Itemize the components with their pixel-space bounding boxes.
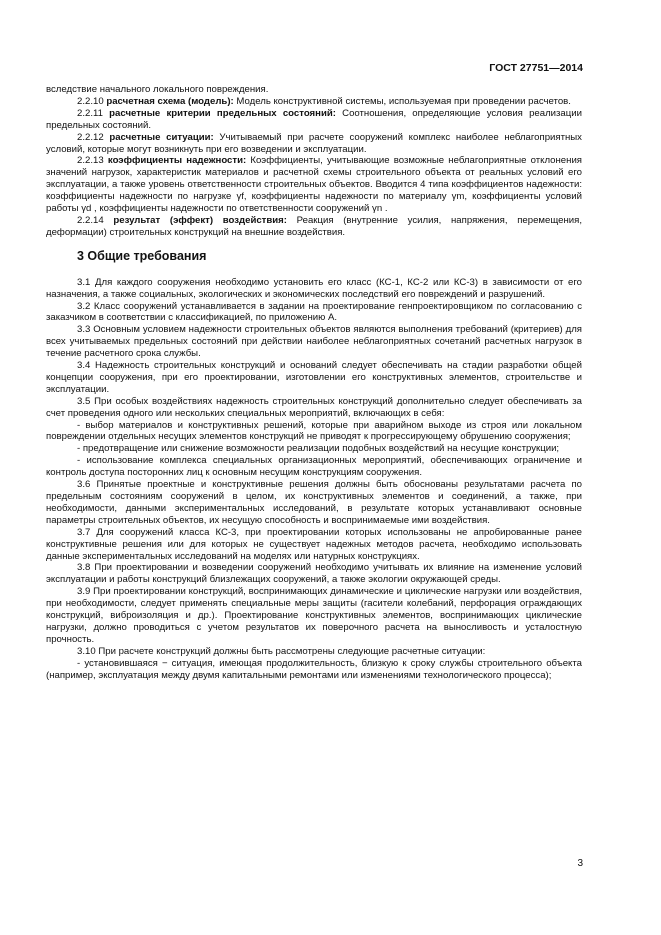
definition-term: расчетные критерии предельных состояний: (109, 107, 336, 119)
paragraph-3-4: 3.4 Надежность строительных конструкций и оснований следует обеспечивать на стадии разработки общей концепции сооружения, при его проектировании, изготовлении его конструктивных элементов, строительстве и эксплуатации. (46, 360, 582, 395)
list-item: - предотвращение или снижение возможности реализации подобных воздействий на несущие конструкции; (77, 443, 560, 455)
definition-2-2-12 (46, 132, 582, 156)
definition-number: 2.2.13 (77, 155, 104, 167)
list-item: - выбор материалов и конструктивных решений, которые при аварийном выходе из строя или локальном повреждении отдельных несущих элементов конструкций не приводят к прогрессирующему обрушению сооружения; (46, 419, 582, 443)
intro-line: вследствие начального локального повреждения. (46, 84, 269, 95)
section-title: 3 Общие требования (77, 248, 207, 263)
definition-number: 2.2.10 (77, 95, 104, 107)
paragraph-3-8: 3.8 При проектировании и возведении сооружений необходимо учитывать их влияние на изменение условий эксплуатации и работы конструкций близлежащих сооружений, а также экологии окружающей среды. (46, 562, 582, 586)
paragraph-3-3: 3.3 Основным условием надежности строительных объектов являются выполнения требований (критериев) для всех учитываемых предельных состояний при действии наиболее неблагоприятных сочетаний расчетных нагрузок в течение расчетного срока службы. (46, 324, 582, 360)
definition-text: Модель конструктивной системы, используемая при проведении расчетов. (233, 95, 571, 107)
paragraph-3-6: 3.6 Принятые проектные и конструктивные решения должны быть обоснованы результатами расчета по предельным состояниям сооружений в целом, их конструктивных элементов и соединений, а также, при необходимости, данными экспериментальных исследований, в результате которых устанавливают основные параметры строительных объектов, их несущую способность и воспринимаемые ими воздействия. (46, 479, 582, 526)
definition-2-2-14 (46, 215, 582, 239)
definition-number: 2.2.14 (77, 214, 104, 226)
paragraph-3-9: 3.9 При проектировании конструкций, воспринимающих динамические и циклические нагрузки или воздействия, при необходимости, следует применять специальные меры защиты (гасители колебаний, перфорация ограждающих конструкций, виброизоляция и др.). Проектирование конструктивных элементов, воспринимающих циклические нагрузки, должно проводиться с учетом результатов их поверочного расчета на выносливость и усталостную прочность. (46, 586, 582, 645)
definition-text: Учитываемый при расчете сооружений комплекс наиболее неблагоприятных условий, которые могут возникнуть при его возведении и эксплуатации. (46, 131, 582, 155)
paragraph-3-10: 3.10 При расчете конструкций должны быть рассмотрены следующие расчетные ситуации: (77, 645, 486, 657)
paragraph-3-2: 3.2 Класс сооружений устанавливается в задании на проектирование генпроектировщиком по согласованию с заказчиком в соответствии с классификацией, по приложению А. (46, 300, 582, 324)
definition-number: 2.2.11 (77, 107, 103, 119)
page-body (46, 84, 582, 682)
definition-2-2-11 (46, 108, 582, 132)
paragraph-3-5: 3.5 При особых воздействиях надежность строительных конструкций дополнительно следует обеспечивать за счет проведения одного или нескольких специальных мероприятий, включающих в себя: (46, 395, 582, 419)
definition-2-2-10 (46, 96, 582, 108)
page-number: 3 (577, 858, 583, 869)
definition-text: Реакция (внутренние усилия, напряжения, перемещения, деформации) строительных конструкций на внешние воздействия. (46, 214, 582, 238)
definition-text: Коэффициенты, учитывающие возможные неблагоприятные отклонения значений нагрузок, характеристик материалов и расчетной схемы строительного объекта от реальных условий его эксплуатации, а также уровень ответственности строительных объектов. Вводится 4 типа коэффициентов надежности: коэффициенты надежности по нагрузке γf, коэффициенты надежности по материалу γm, коэффициенты условий работы γd , коэффициенты надежности по ответственности сооружений γn . (46, 155, 582, 215)
definition-term: коэффициенты надежности: (107, 155, 247, 167)
definition-term: расчетная схема (модель): (106, 95, 234, 107)
definition-text: Соотношения, определяющие условия реализации предельных состояний. (46, 107, 582, 131)
paragraph-3-7: 3.7 Для сооружений класса КС-3, при проектировании которых использованы не апробированные ранее конструктивные решения или для которых не существует надежных методов расчета, необходимо использовать данные экспериментальных исследований на моделях или натурных конструкциях. (46, 526, 582, 562)
definition-term: результат (эффект) воздействия: (113, 214, 287, 226)
list-item: - использование комплекса специальных организационных мероприятий, обеспечивающих ограничение и контроль доступа посторонних лиц к основным несущим конструкциям сооружения. (46, 455, 582, 479)
document-code: ГОСТ 27751—2014 (489, 62, 583, 74)
definition-term: расчетные ситуации: (109, 131, 214, 143)
definition-number: 2.2.12 (77, 131, 104, 143)
definition-2-2-13 (46, 155, 582, 215)
list-item: - установившаяся − ситуация, имеющая продолжительность, близкую к сроку службы строительного объекта (например, эксплуатация между двумя капитальными ремонтами или изменениями технологического процесса); (46, 657, 582, 681)
paragraph-3-1: 3.1 Для каждого сооружения необходимо установить его класс (КС-1, КС-2 или КС-3) в зависимости от его назначения, а также социальных, экологических и экономических последствий его повреждений и разрушений. (46, 276, 582, 300)
